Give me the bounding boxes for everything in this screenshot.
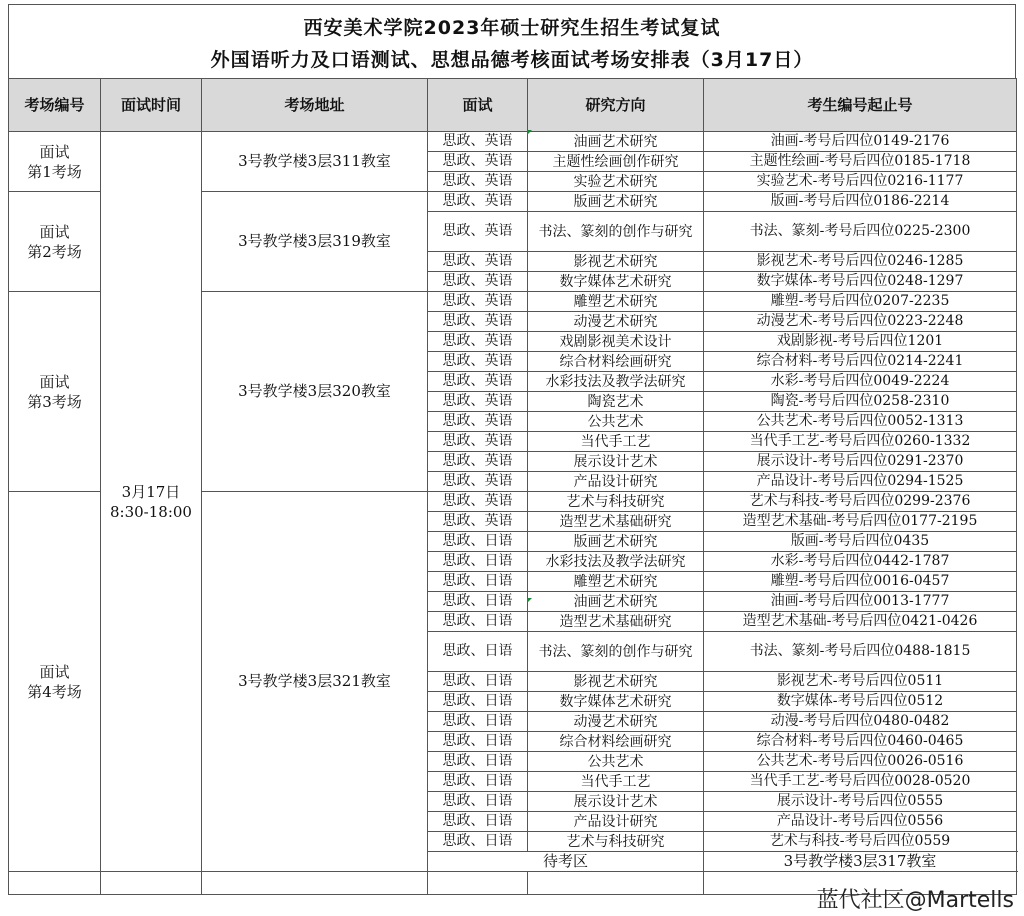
schedule-table (8, 78, 1017, 895)
header-interview-time: 面试时间 (101, 79, 202, 132)
subject-cell: 思政、日语 (428, 692, 528, 712)
direction-cell: 展示设计艺术 (528, 452, 704, 472)
range-cell: 艺术与科技-考号后四位0299-2376 (704, 492, 1017, 512)
header-interview-subject: 面试 (428, 79, 528, 132)
range-cell: 展示设计-考号后四位0555 (704, 792, 1017, 812)
range-cell: 造型艺术基础-考号后四位0421-0426 (704, 612, 1017, 632)
header-room-address: 考场地址 (202, 79, 428, 132)
interview-date: 3月17日 (121, 482, 181, 501)
subject-cell: 思政、日语 (428, 832, 528, 852)
range-cell: 水彩-考号后四位0442-1787 (704, 552, 1017, 572)
subject-cell: 思政、日语 (428, 752, 528, 772)
range-cell: 数字媒体-考号后四位0512 (704, 692, 1017, 712)
subject-cell: 思政、日语 (428, 552, 528, 572)
header-research-direction: 研究方向 (528, 79, 704, 132)
range-cell: 产品设计-考号后四位0294-1525 (704, 472, 1017, 492)
document-title: 西安美术学院2023年硕士研究生招生考试复试 (303, 17, 721, 39)
range-cell: 油画-考号后四位0013-1777 (704, 592, 1017, 612)
direction-cell: 版画艺术研究 (528, 192, 704, 212)
range-cell: 综合材料-考号后四位0460-0465 (704, 732, 1017, 752)
direction-cell: 油画艺术研究 (528, 592, 704, 612)
waiting-area-address: 3号教学楼3层317教室 (704, 852, 1017, 872)
direction-cell: 实验艺术研究 (528, 172, 704, 192)
range-cell: 动漫-考号后四位0480-0482 (704, 712, 1017, 732)
subject-cell: 思政、英语 (428, 332, 528, 352)
subject-cell: 思政、英语 (428, 252, 528, 272)
range-cell: 艺术与科技-考号后四位0559 (704, 832, 1017, 852)
range-cell: 版画-考号后四位0435 (704, 532, 1017, 552)
room-4-address: 3号教学楼3层321教室 (202, 492, 428, 872)
subject-cell: 思政、英语 (428, 412, 528, 432)
direction-cell: 艺术与科技研究 (528, 492, 704, 512)
room-3-label: 面试 第3考场 (9, 292, 101, 492)
direction-cell: 公共艺术 (528, 412, 704, 432)
subject-cell: 思政、英语 (428, 452, 528, 472)
empty-cell (428, 872, 528, 895)
subject-cell: 思政、英语 (428, 432, 528, 452)
range-cell: 雕塑-考号后四位0207-2235 (704, 292, 1017, 312)
interview-hours: 8:30-18:00 (110, 502, 192, 521)
direction-cell: 数字媒体艺术研究 (528, 692, 704, 712)
direction-cell: 影视艺术研究 (528, 672, 704, 692)
direction-cell: 数字媒体艺术研究 (528, 272, 704, 292)
direction-cell: 影视艺术研究 (528, 252, 704, 272)
room-3-address: 3号教学楼3层320教室 (202, 292, 428, 492)
direction-cell: 当代手工艺 (528, 772, 704, 792)
direction-cell: 油画艺术研究 (528, 132, 704, 152)
subject-cell: 思政、英语 (428, 472, 528, 492)
direction-cell: 主题性绘画创作研究 (528, 152, 704, 172)
range-cell: 版画-考号后四位0186-2214 (704, 192, 1017, 212)
subject-cell: 思政、英语 (428, 512, 528, 532)
empty-cell (528, 872, 704, 895)
range-cell: 当代手工艺-考号后四位0028-0520 (704, 772, 1017, 792)
direction-cell: 动漫艺术研究 (528, 312, 704, 332)
subject-cell: 思政、日语 (428, 632, 528, 672)
direction-cell: 展示设计艺术 (528, 792, 704, 812)
range-cell: 戏剧影视-考号后四位1201 (704, 332, 1017, 352)
watermark: 蓝代社区@Martells (816, 888, 1014, 913)
subject-cell: 思政、英语 (428, 312, 528, 332)
subject-cell: 思政、英语 (428, 212, 528, 252)
range-cell: 影视艺术-考号后四位0511 (704, 672, 1017, 692)
subject-cell: 思政、日语 (428, 592, 528, 612)
direction-cell: 水彩技法及教学法研究 (528, 372, 704, 392)
subject-cell: 思政、日语 (428, 812, 528, 832)
direction-cell: 陶瓷艺术 (528, 392, 704, 412)
direction-cell: 动漫艺术研究 (528, 712, 704, 732)
subject-cell: 思政、英语 (428, 292, 528, 312)
room-2-label: 面试 第2考场 (9, 192, 101, 292)
subject-cell: 思政、英语 (428, 272, 528, 292)
subject-cell: 思政、日语 (428, 712, 528, 732)
direction-cell: 戏剧影视美术设计 (528, 332, 704, 352)
direction-cell: 艺术与科技研究 (528, 832, 704, 852)
range-cell: 油画-考号后四位0149-2176 (704, 132, 1017, 152)
empty-cell (202, 872, 428, 895)
range-cell: 产品设计-考号后四位0556 (704, 812, 1017, 832)
interview-time-cell (101, 132, 202, 872)
direction-cell: 造型艺术基础研究 (528, 512, 704, 532)
range-cell: 动漫艺术-考号后四位0223-2248 (704, 312, 1017, 332)
room-1-address: 3号教学楼3层311教室 (202, 132, 428, 192)
range-cell: 综合材料-考号后四位0214-2241 (704, 352, 1017, 372)
room-4-label: 面试 第4考场 (9, 492, 101, 872)
subject-cell: 思政、英语 (428, 172, 528, 192)
range-cell: 陶瓷-考号后四位0258-2310 (704, 392, 1017, 412)
range-cell: 书法、篆刻-考号后四位0225-2300 (704, 212, 1017, 252)
subject-cell: 思政、英语 (428, 492, 528, 512)
direction-cell: 水彩技法及教学法研究 (528, 552, 704, 572)
subject-cell: 思政、英语 (428, 132, 528, 152)
subject-cell: 思政、英语 (428, 192, 528, 212)
title-block (8, 4, 1016, 78)
direction-cell: 公共艺术 (528, 752, 704, 772)
direction-cell: 综合材料绘画研究 (528, 352, 704, 372)
direction-cell: 雕塑艺术研究 (528, 292, 704, 312)
subject-cell: 思政、日语 (428, 572, 528, 592)
direction-cell: 雕塑艺术研究 (528, 572, 704, 592)
subject-cell: 思政、日语 (428, 792, 528, 812)
range-cell: 公共艺术-考号后四位0052-1313 (704, 412, 1017, 432)
range-cell: 造型艺术基础-考号后四位0177-2195 (704, 512, 1017, 532)
range-cell: 主题性绘画-考号后四位0185-1718 (704, 152, 1017, 172)
range-cell: 实验艺术-考号后四位0216-1177 (704, 172, 1017, 192)
direction-cell: 版画艺术研究 (528, 532, 704, 552)
subject-cell: 思政、英语 (428, 352, 528, 372)
empty-cell (101, 872, 202, 895)
direction-cell: 产品设计研究 (528, 472, 704, 492)
subject-cell: 思政、日语 (428, 612, 528, 632)
empty-cell (9, 872, 101, 895)
cell-comment-marker (527, 598, 532, 603)
subject-cell: 思政、英语 (428, 152, 528, 172)
cell-comment-marker (527, 130, 532, 135)
subject-cell: 思政、英语 (428, 372, 528, 392)
room-1-label: 面试 第1考场 (9, 132, 101, 192)
range-cell: 公共艺术-考号后四位0026-0516 (704, 752, 1017, 772)
header-room-number: 考场编号 (9, 79, 101, 132)
subject-cell: 思政、日语 (428, 732, 528, 752)
document-subtitle: 外国语听力及口语测试、思想品德考核面试考场安排表（3月17日） (210, 49, 814, 71)
direction-cell: 书法、篆刻的创作与研究 (528, 632, 704, 672)
range-cell: 数字媒体-考号后四位0248-1297 (704, 272, 1017, 292)
direction-cell: 当代手工艺 (528, 432, 704, 452)
waiting-area-label: 待考区 (428, 852, 704, 872)
subject-cell: 思政、日语 (428, 672, 528, 692)
subject-cell: 思政、日语 (428, 532, 528, 552)
range-cell: 雕塑-考号后四位0016-0457 (704, 572, 1017, 592)
room-2-address: 3号教学楼3层319教室 (202, 192, 428, 292)
range-cell: 水彩-考号后四位0049-2224 (704, 372, 1017, 392)
direction-cell: 综合材料绘画研究 (528, 732, 704, 752)
range-cell: 影视艺术-考号后四位0246-1285 (704, 252, 1017, 272)
direction-cell: 造型艺术基础研究 (528, 612, 704, 632)
direction-cell: 书法、篆刻的创作与研究 (528, 212, 704, 252)
subject-cell: 思政、英语 (428, 392, 528, 412)
range-cell: 展示设计-考号后四位0291-2370 (704, 452, 1017, 472)
range-cell: 书法、篆刻-考号后四位0488-1815 (704, 632, 1017, 672)
header-candidate-range: 考生编号起止号 (704, 79, 1017, 132)
subject-cell: 思政、日语 (428, 772, 528, 792)
range-cell: 当代手工艺-考号后四位0260-1332 (704, 432, 1017, 452)
direction-cell: 产品设计研究 (528, 812, 704, 832)
